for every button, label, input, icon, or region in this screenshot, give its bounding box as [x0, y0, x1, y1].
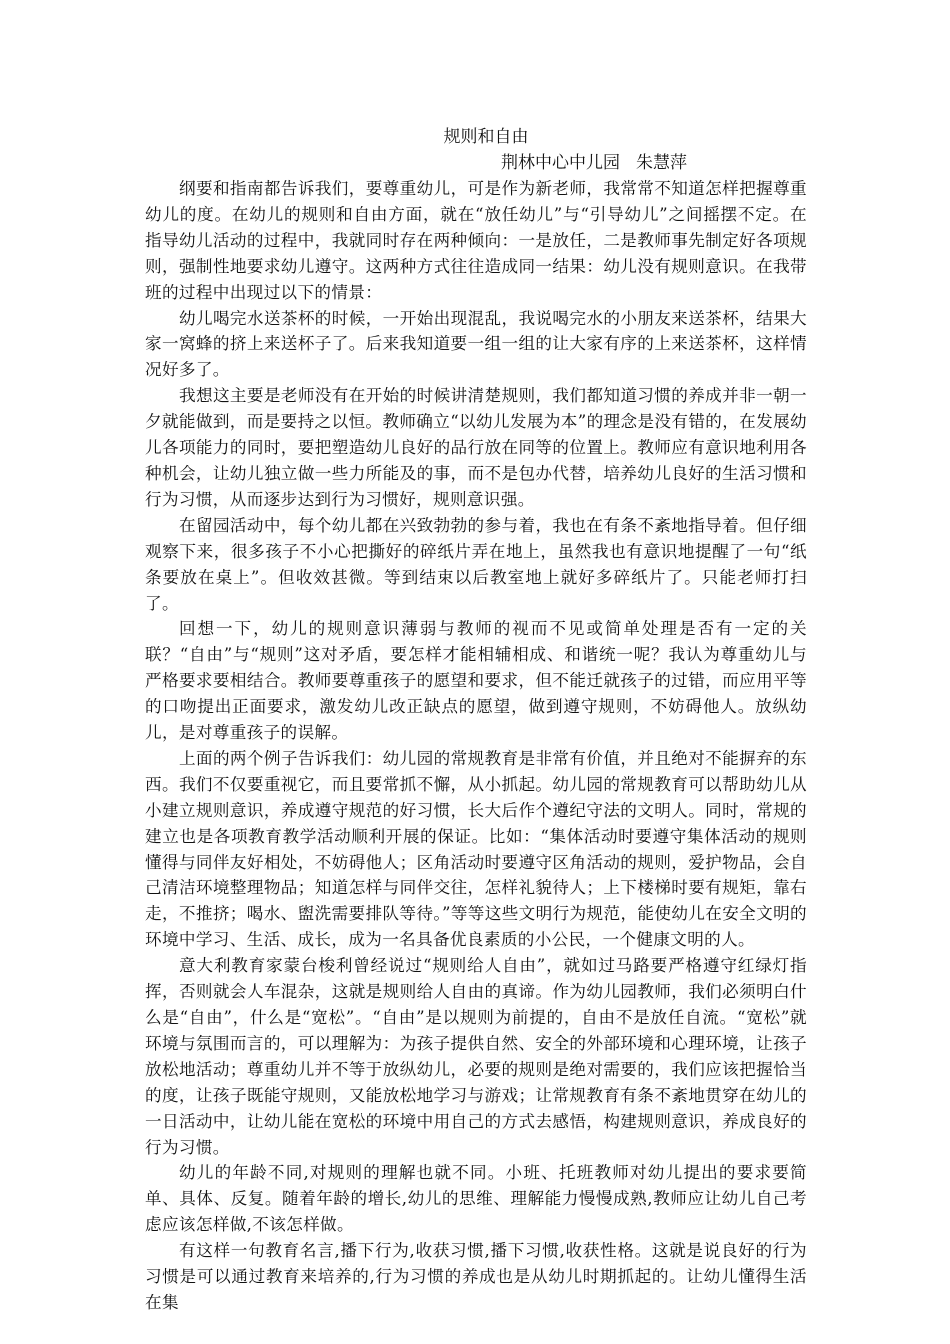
author-name: 朱慧萍 [636, 153, 687, 173]
body-paragraph: 幼儿的年龄不同,对规则的理解也就不同。小班、托班教师对幼儿提出的要求要简单、具体、反复。随着年龄的增长,幼儿的思维、理解能力慢慢成熟,教师应让幼儿自己考虑应该怎样做,不该怎样做。 [145, 1163, 807, 1235]
body-paragraph: 意大利教育家蒙台梭利曾经说过“规则给人自由”，就如过马路要严格遵守红绿灯指挥，否则就会人车混杂，这就是规则给人自由的真谛。作为幼儿园教师，我们必须明白什么是“自由”，什么是“宽松”。“自由”是以规则为前提的，自由不是放任自流。“宽松”就环境与氛围而言的，可以理解为：为孩子提供自然、安全的外部环境和心理环境，让孩子放松地活动；尊重幼儿并不等于放纵幼儿，必要的规则是绝对需要的，我们应该把握恰当的度，让孩子既能守规则，又能放松地学习与游戏；让常规教育有条不紊地贯穿在幼儿的一日活动中，让幼儿能在宽松的环境中用自己的方式去感悟，构建规则意识，养成良好的行为习惯。 [145, 956, 807, 1157]
body-paragraph: 回想一下，幼儿的规则意识薄弱与教师的视而不见或简单处理是否有一定的关联？“自由”与“规则”这对矛盾，要怎样才能相辅相成、和谐统一呢？我认为尊重幼儿与严格要求要相结合。教师要尊重孩子的愿望和要求，但不能迁就孩子的过错，而应用平等的口吻提出正面要求，激发幼儿改正缺点的愿望，做到遵守规则，不妨碍他人。放纵幼儿，是对尊重孩子的误解。 [145, 619, 807, 743]
author-line [145, 150, 807, 176]
body-paragraph: 我想这主要是老师没有在开始的时候讲清楚规则，我们都知道习惯的养成并非一朝一夕就能做到，而是要持之以恒。教师确立“以幼儿发展为本”的理念是没有错的，在发展幼儿各项能力的同时，要把塑造幼儿良好的品行放在同等的位置上。教师应有意识地利用各种机会，让幼儿独立做一些力所能及的事，而不是包办代替，培养幼儿良好的生活习惯和行为习惯，从而逐步达到行为习惯好，规则意识强。 [145, 386, 807, 509]
author-unit: 荆林中心中儿园 [501, 153, 620, 173]
body-paragraph: 纲要和指南都告诉我们，要尊重幼儿，可是作为新老师，我常常不知道怎样把握尊重幼儿的度。在幼儿的规则和自由方面，就在“放任幼儿”与“引导幼儿”之间摇摆不定。在指导幼儿活动的过程中，我就同时存在两种倾向：一是放任，二是教师事先制定好各项规则，强制性地要求幼儿遵守。这两种方式往往造成同一结果：幼儿没有规则意识。在我带班的过程中出现过以下的情景： [145, 179, 807, 302]
body-paragraph: 上面的两个例子告诉我们：幼儿园的常规教育是非常有价值，并且绝对不能摒弃的东西。我们不仅要重视它，而且要常抓不懈，从小抓起。幼儿园的常规教育可以帮助幼儿从小建立规则意识，养成遵守规范的好习惯，长大后作个遵纪守法的文明人。同时，常规的建立也是各项教育教学活动顺利开展的保证。比如：“集体活动时要遵守集体活动的规则懂得与同伴友好相处，不妨碍他人；区角活动时要遵守区角活动的规则，爱护物品，会自己清洁环境整理物品；知道怎样与同伴交往，怎样礼貌待人；上下楼梯时要有规矩，靠右走，不推挤；喝水、盥洗需要排队等待。”等等这些文明行为规范，能使幼儿在安全文明的环境中学习、生活、成长，成为一名具备优良素质的小公民，一个健康文明的人。 [145, 748, 807, 950]
body-paragraph: 有这样一句教育名言,播下行为,收获习惯,播下习惯,收获性格。这就是说良好的行为习惯是可以通过教育来培养的,行为习惯的养成也是从幼儿时期抓起的。让幼儿懂得生活在集 [145, 1241, 807, 1312]
body-paragraph: 幼儿喝完水送茶杯的时候，一开始出现混乱，我说喝完水的小朋友来送茶杯，结果大家一窝蜂的挤上来送杯子了。后来我知道要一组一组的让大家有序的上来送茶杯，这样情况好多了。 [145, 308, 807, 380]
body-paragraph: 在留园活动中，每个幼儿都在兴致勃勃的参与着，我也在有条不紊地指导着。但仔细观察下来，很多孩子不小心把撕好的碎纸片弄在地上，虽然我也有意识地提醒了一句“纸条要放在桌上”。但收效甚微。等到结束以后教室地上就好多碎纸片了。只能老师打扫了。 [145, 515, 807, 613]
document-title: 规则和自由 [443, 127, 529, 147]
document-page [145, 124, 807, 1316]
